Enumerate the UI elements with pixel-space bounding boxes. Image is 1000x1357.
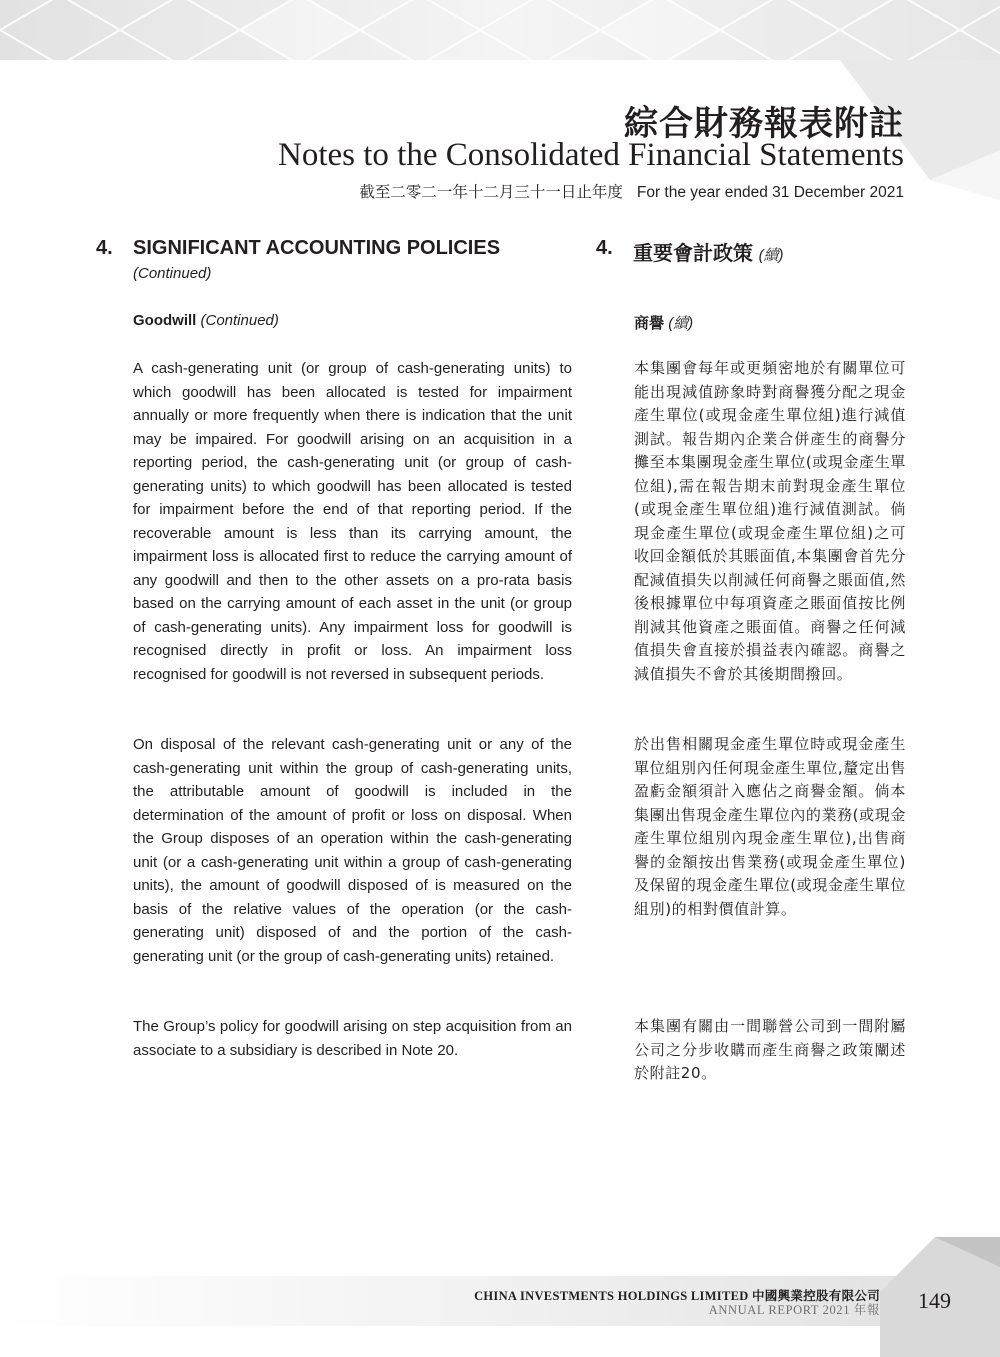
reporting-period-chinese: 截至二零二一年十二月三十一日止年度 [359, 184, 623, 201]
subsection-title-english: Goodwill [133, 312, 197, 329]
subsection-continued-english: (Continued) [200, 312, 279, 329]
paragraph-english-impairment-testing: A cash-generating unit (or group of cash-generating units) to which goodwill has been allocated is tested for impairment annually or more frequently when there is indication that the unit may be impaired. For goodwill arising on an acquisition in a reporting period, the cash-generating unit (or group of cash-generating units) to which goodwill has been allocated is tested for impairment before the end of that reporting period. If the recoverable amount is less than its carrying amount, the impairment loss is allocated first to reduce the carrying amount of any goodwill and then to the other assets on a pro-rata basis based on the carrying amount of each asset in the unit (or group of cash-generating units). Any impairment loss for goodwill is recognised directly in profit or loss. An impairment loss recognised for goodwill is not reversed in subsequent periods. [133, 360, 572, 683]
subsection-continued-chinese: (續) [668, 315, 694, 332]
section-heading-chinese [596, 237, 836, 263]
paragraph-english-disposal: On disposal of the relevant cash-generating unit or any of the cash-generating unit within the group of cash-generating units, the attributable amount of goodwill is included in the determination of the amount of profit or loss on disposal. When the Group disposes of an operation within the cash-generating unit (or a cash-generating unit within a group of cash-generating units), the amount of goodwill disposed of is measured on the basis of the relative values of the operation (or the cash-generating unit) disposed of and the portion of the cash-generating unit (or the group of cash-generating units) retained. [133, 736, 572, 965]
section-heading-english [96, 237, 536, 263]
paragraph-chinese-impairment-testing: 本集團會每年或更頻密地於有關單位可能出現減值跡象時對商譽獲分配之現金產生單位(或現金產生單位組)進行減值測試。報告期內企業合併產生的商譽分攤至本集團現金產生單位(或現金產生單位組),需在報告期末前對現金產生單位(或現金產生單位組)進行減值測試。倘現金產生單位(或現金產生單位組)之可收回金額低於其賬面值,本集團會首先分配減值損失以削減任何商譽之賬面值,然後根據單位中每項資產之賬面值按比例削減其他資產之賬面值。商譽之任何減值損失會直接於損益表內確認。商譽之減值損失不會於其後期間撥回。 [634, 359, 906, 683]
footer-company-name: CHINA INVESTMENTS HOLDINGS LIMITED 中國興業控股有限公司 [474, 1289, 880, 1303]
footer-annual-report: ANNUAL REPORT 2021 年報 [708, 1303, 880, 1317]
section-title-chinese [633, 237, 784, 266]
page-number: 149 [918, 1288, 951, 1313]
section-number-chinese: 4. [596, 237, 613, 259]
subsection-title-chinese: 商譽 [634, 315, 665, 332]
section-title-chinese-text: 重要會計政策 [633, 243, 753, 265]
paragraph-chinese-step-acquisition: 本集團有關由一間聯營公司到一間附屬公司之分步收購而產生商譽之政策闡述於附註20。 [634, 1017, 906, 1082]
section-number-english: 4. [96, 237, 113, 259]
section-title-english: SIGNIFICANT ACCOUNTING POLICIES [133, 237, 501, 259]
subsection-heading-english [133, 312, 279, 329]
section-continued-chinese: (續) [758, 247, 784, 264]
reporting-period [359, 180, 904, 202]
page-title-english: Notes to the Consolidated Financial Statements [278, 137, 904, 173]
section-continued-english: (Continued) [133, 265, 212, 282]
reporting-period-english: For the year ended 31 December 2021 [636, 184, 904, 201]
subsection-heading-chinese [634, 312, 693, 333]
paragraph-english-step-acquisition: The Group’s policy for goodwill arising on step acquisition from an associate to a subsidiary is described in Note 20. [133, 1018, 572, 1059]
paragraph-chinese-disposal: 於出售相關現金產生單位時或現金產生單位組別內任何現金產生單位,釐定出售盈虧金額須計入應佔之商譽金額。倘本集團出售現金產生單位內的業務(或現金產生單位組別內現金產生單位),出售商譽的金額按出售業務(或現金產生單位)及保留的現金產生單位(或現金產生單位組別)的相對價值計算。 [634, 735, 906, 918]
page-title-chinese: 綜合財務報表附註 [624, 104, 904, 144]
